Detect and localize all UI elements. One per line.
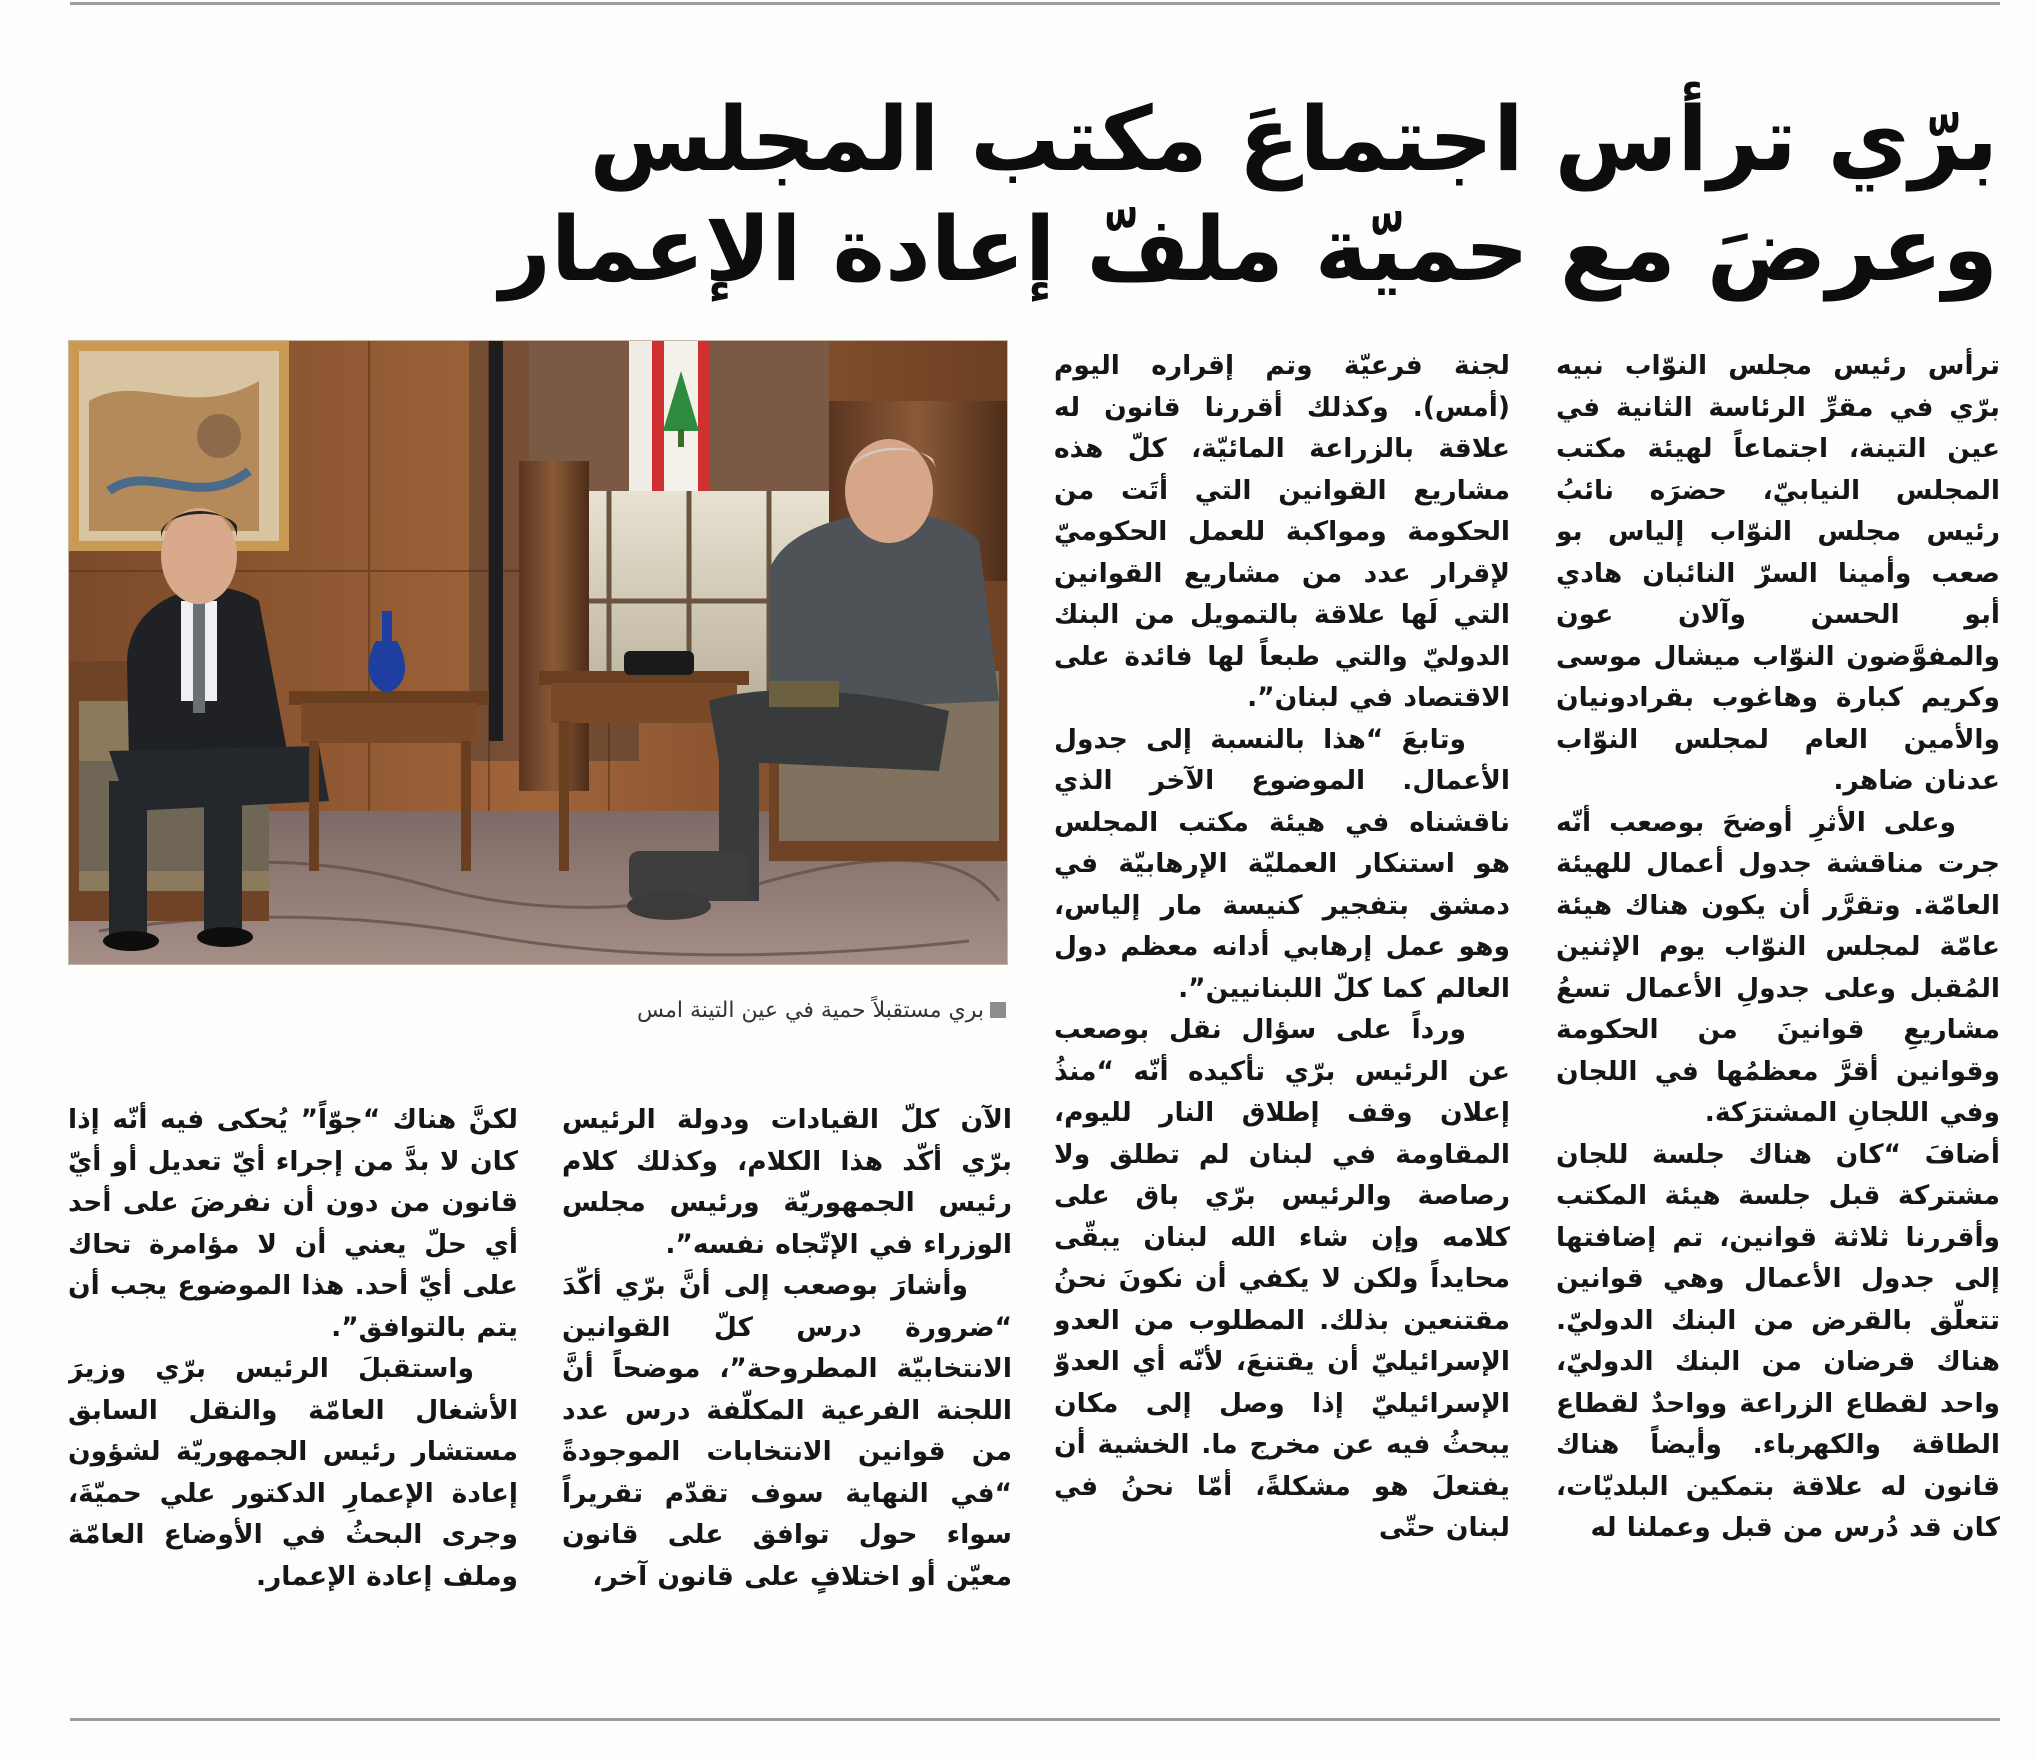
paragraph: وعلى الأثرِ أوضحَ بوصعب أنّه جرت مناقشة جدول أعمال للهيئة العامّة. وتقرَّر أن يكون هناك هيئة عامّة لمجلس النوّاب يوم الإثنين المُقبل وعلى جدولِ الأعمال تسعُ مشاريعِ قوانينَ من الحكومة وقوانين أقرَّ معظمُها في اللجان وفي اللجانِ المشترَكة. (1556, 806, 2000, 1128)
paragraph: لجنة فرعيّة وتم إقراره اليوم (أمس). وكذلك أقررنا قانون له علاقة بالزراعة المائيّة، كلّ هذه مشاريع القوانين التي أتَت من الحكومة ومواكبة للعمل الحكوميّ لإقرار عدد من مشاريع القوانين التي لَها علاقة بالتمويل من البنك الدوليّ والتي طبعاً لها فائدة على الاقتصاد في لبنان”. (1054, 350, 1510, 713)
paragraph: ترأس رئيس مجلس النوّاب نبيه برّي في مقرِّ الرئاسة الثانية في عين التينة، اجتماعاً لهيئة مكتب المجلس النيابيّ، حضرَه نائبُ رئيس مجلس النوّاب إلياس بو صعب وأمينا السرّ النائبان هادي أبو الحسن وآلان عون والمفوَّضون النوّاب ميشال موسى وكريم كبارة وهاغوب بقرادونيان والأمين العام لمجلس النوّاب عدنان ضاهر. (1556, 350, 2000, 796)
top-rule (70, 2, 2000, 5)
article-column-3 (562, 1099, 1012, 1677)
paragraph: أضافَ “كان هناك جلسة للجان مشتركة قبل جلسة هيئة المكتب وأقررنا ثلاثة قوانين، تم إضافتها إلى جدول الأعمال وهي قوانين تتعلّق بالقرض من البنك الدوليّ. هناك قرضان من البنك الدوليّ، واحد لقطاع الزراعة وواحدٌ لقطاع الطاقة والكهرباء. وأيضاً هناك قانون له علاقة بتمكين البلديّات، كان قد دُرس من قبل وعملنا له (1556, 1138, 2000, 1543)
headline-line-1: برّي ترأس اجتماعَ مكتب المجلس (589, 87, 1998, 191)
news-photo (68, 340, 1008, 965)
caption-marker (990, 1002, 1006, 1018)
paragraph: وتابعَ “هذا بالنسبة إلى جدول الأعمال. الموضوع الآخر الذي ناقشناه في هيئة مكتب المجلس هو استنكار العمليّة الإرهابيّة في دمشق بتفجير كنيسة مار إلياس، وهو عمل إرهابي أدانه معظم دول العالم كما كلّ اللبنانيين”. (1054, 723, 1510, 1004)
paragraph: وأشارَ بوصعب إلى أنَّ برّي أكّدَ “ضرورة درس كلّ القوانين الانتخابيّة المطروحة”، موضحاً أنَّ اللجنة الفرعية المكلّفة درس عدد من قوانين الانتخابات الموجودةً “في النهاية سوف تقدّم تقريراً سواء حول توافق على قانون معيّن أو اختلافٍ على قانون آخر، (562, 1270, 1012, 1592)
article-column-1 (1556, 345, 2000, 1675)
paragraph: ورداً على سؤال نقل بوصعب عن الرئيس برّي تأكيده أنّه “منذُ إعلان وقف إطلاق النار لليوم، المقاومة في لبنان لم تطلق ولا رصاصة والرئيس برّي باق على كلامه وإن شاء الله لبنان يبقّى محايداً ولكن لا يكفي أن نكونَ نحنُ مقتنعين بذلك. المطلوب من العدو الإسرائيليّ أن يقتنعَ، لأنّه أي العدوّ الإسرائيليّ إذا وصل إلى مكان يبحثُ فيه عن مخرج ما. الخشية أن يفتعلَ هو مشكلةً، أمّا نحنُ في لبنان حتّى (1054, 1014, 1510, 1543)
paragraph: الآن كلّ القيادات ودولة الرئيس برّي أكّد هذا الكلام، وكذلك كلام رئيس الجمهوريّة ورئيس مجلس الوزراء في الإتّجاه نفسه”. (562, 1104, 1012, 1260)
headline-line-2: وعرضَ مع حميّة ملفّ إعادة الإعمار (499, 197, 1998, 301)
article-column-2 (1054, 345, 1510, 1675)
paragraph: واستقبلَ الرئيس برّي وزيرَ الأشغال العامّة والنقل السابق مستشار رئيس الجمهوريّة لشؤون إعادة الإعمارِ الدكتور علي حميّةَ، وجرى البحثُ في الأوضاع العامّة وملف إعادة الإعمار. (68, 1353, 518, 1592)
article-column-4 (68, 1099, 518, 1677)
caption-text: بري مستقبلاً حمية في عين التينة امس (637, 998, 984, 1023)
photo-caption (540, 998, 1006, 1023)
paragraph: لكنَّ هناك “جوّاً” يُحكى فيه أنّه إذا كان لا بدَّ من إجراء أيّ تعديل أو أيّ قانون من دون أن نفرضَ على أحد أي حلّ يعني أن لا مؤامرة تحاك على أيّ أحد. هذا الموضوع يجب أن يتم بالتوافق”. (68, 1104, 518, 1343)
bottom-rule (70, 1718, 2000, 1721)
meeting-photo-illustration (69, 341, 1007, 964)
